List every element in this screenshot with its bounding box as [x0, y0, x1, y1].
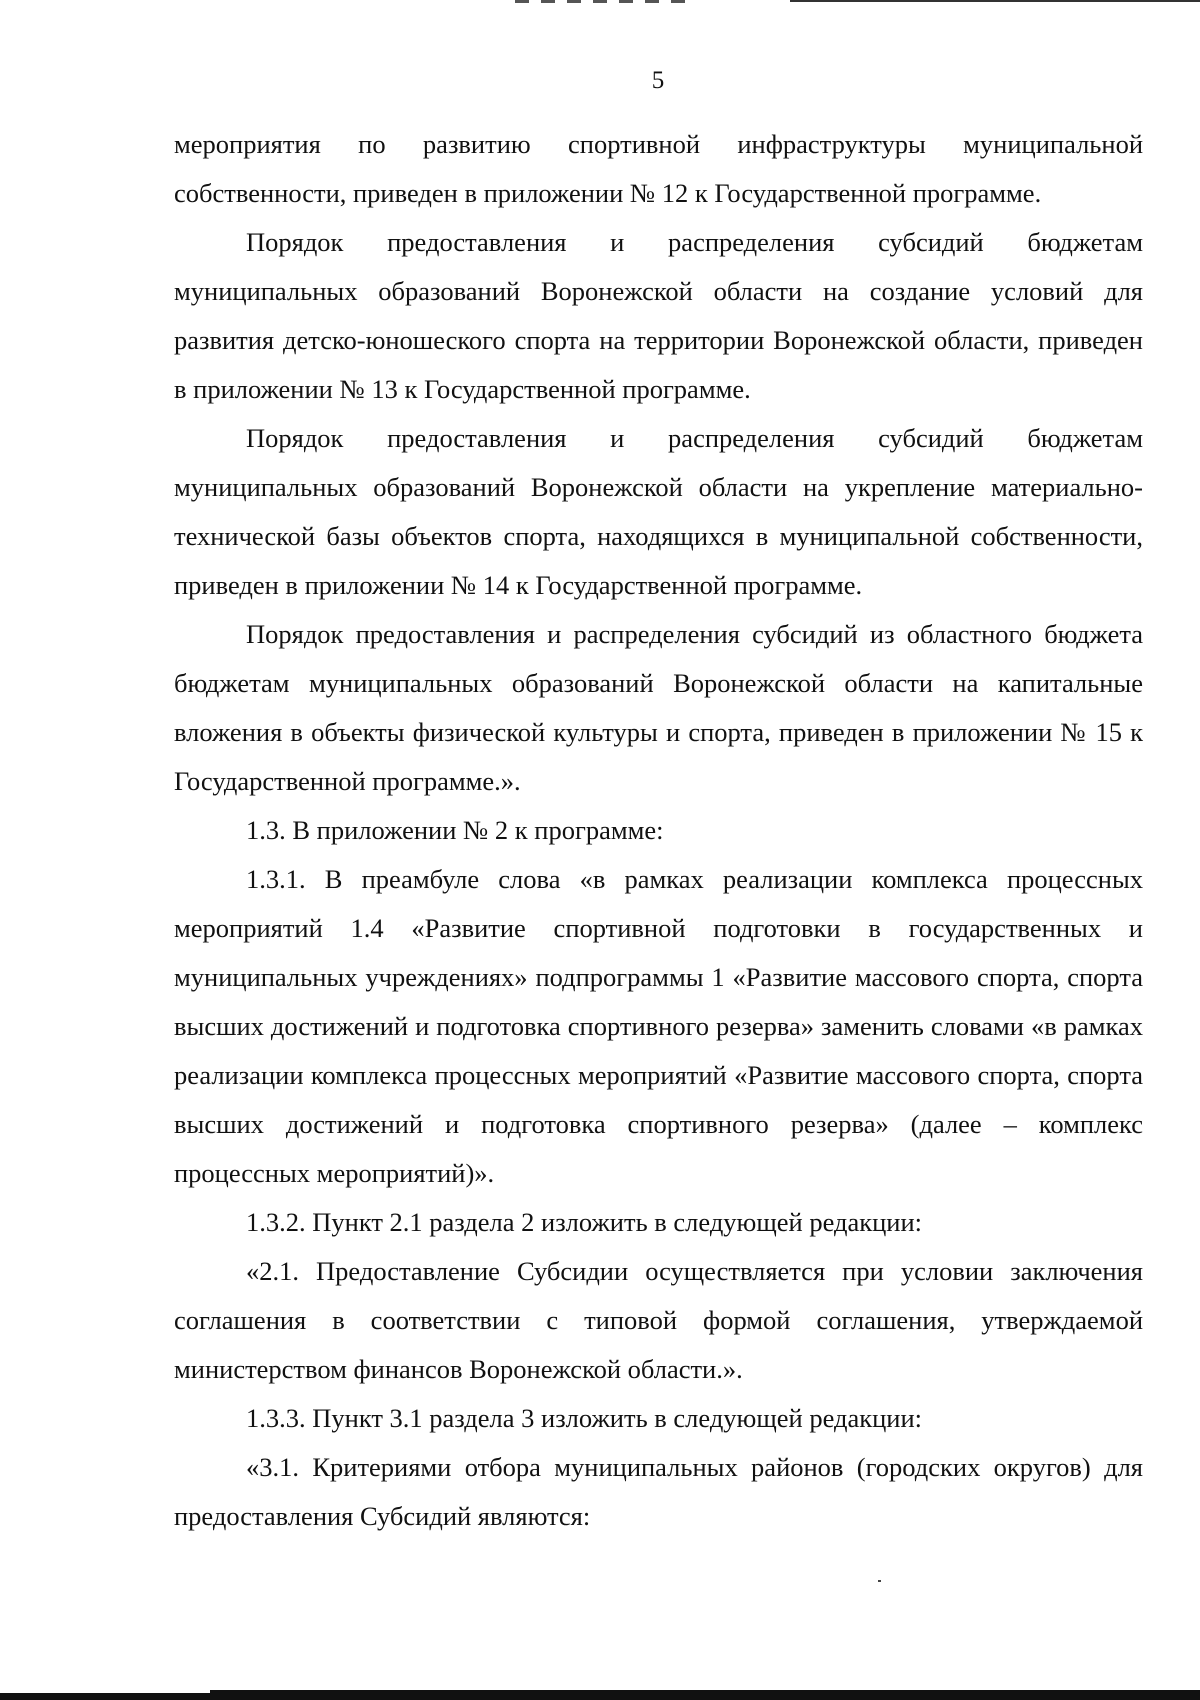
paragraph-order-14: Порядок предоставления и распределения субсидий бюджетам муниципальных образований Воронежской области на укрепление материально-технической базы объектов спорта, находящихся в муниципальной собственности, приведен в приложении № 14 к Государственной программе. [174, 423, 1143, 600]
paragraph-1-3-3: 1.3.3. Пункт 3.1 раздела 3 изложить в следующей редакции: [246, 1403, 923, 1433]
paragraph-2-1: «2.1. Предоставление Субсидии осуществляется при условии заключения соглашения в соответствии с типовой формой соглашения, утверждаемой министерством финансов Воронежской области.». [174, 1256, 1143, 1384]
scan-top-edge [0, 0, 1200, 6]
scan-top-mark [515, 0, 690, 3]
scan-speck [878, 1580, 881, 1582]
scan-bottom-gap [0, 1690, 210, 1693]
paragraph-order-15: Порядок предоставления и распределения субсидий из областного бюджета бюджетам муниципальных образований Воронежской области на капитальные вложения в объекты физической культуры и спорта, приведен в приложении № 15 к Государственной программе.». [174, 619, 1143, 796]
paragraph-continuation: мероприятия по развитию спортивной инфраструктуры муниципальной собственности, приведен в приложении № 12 к Государственной программе. [174, 129, 1143, 208]
page-number: 5 [651, 67, 665, 94]
paragraph-1-3-2: 1.3.2. Пункт 2.1 раздела 2 изложить в следующей редакции: [246, 1207, 923, 1237]
paragraph-order-13: Порядок предоставления и распределения субсидий бюджетам муниципальных образований Воронежской области на создание условий для развития детско-юношеского спорта на территории Воронежской области, приведен в приложении № 13 к Государственной программе. [174, 227, 1143, 404]
paragraph-3-1: «3.1. Критериями отбора муниципальных районов (городских округов) для предоставления Субсидий являются: [174, 1452, 1143, 1531]
paragraph-1-3: 1.3. В приложении № 2 к программе: [246, 815, 664, 845]
paragraph-1-3-1: 1.3.1. В преамбуле слова «в рамках реализации комплекса процессных мероприятий 1.4 «Развитие спортивной подготовки в государственных и муниципальных учреждениях» подпрограммы 1 «Развитие массового спорта, спорта высших достижений и подготовка спортивного резерва» заменить словами «в рамках реализации комплекса процессных мероприятий «Развитие массового спорта, спорта высших достижений и подготовка спортивного резерва» (далее – комплекс процессных мероприятий)». [174, 864, 1143, 1188]
scan-top-line [790, 0, 1200, 2]
document-body [174, 120, 1143, 1541]
